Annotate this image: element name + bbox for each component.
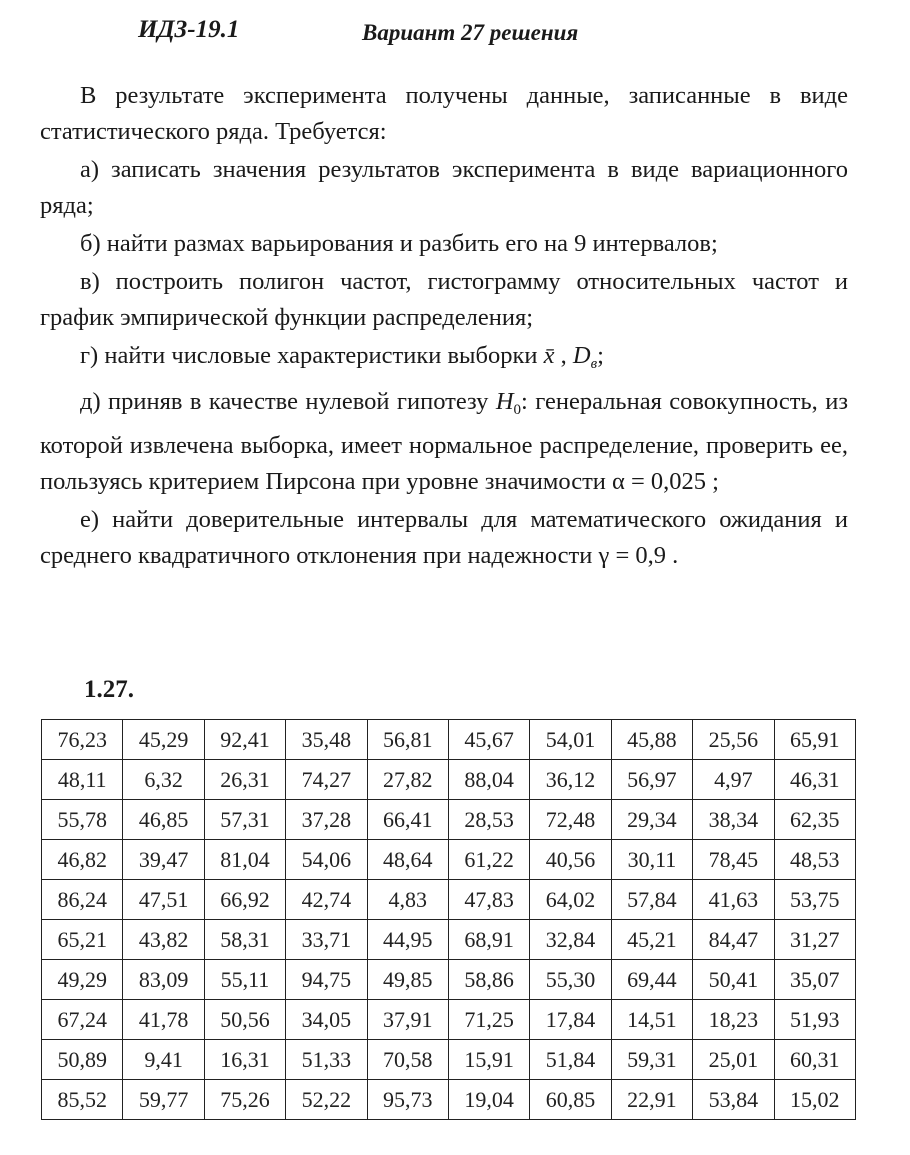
variance-symbol: D bbox=[572, 342, 591, 369]
table-cell: 53,84 bbox=[693, 1080, 774, 1120]
table-cell: 17,84 bbox=[530, 1000, 611, 1040]
table-cell: 56,97 bbox=[611, 760, 692, 800]
table-cell: 22,91 bbox=[611, 1080, 692, 1120]
table-cell: 75,26 bbox=[204, 1080, 285, 1120]
table-cell: 34,05 bbox=[286, 1000, 367, 1040]
table-cell: 68,91 bbox=[448, 920, 529, 960]
table-cell: 26,31 bbox=[204, 760, 285, 800]
table-cell: 44,95 bbox=[367, 920, 448, 960]
page-header bbox=[0, 16, 910, 52]
table-cell: 33,71 bbox=[286, 920, 367, 960]
table-cell: 57,84 bbox=[611, 880, 692, 920]
table-cell: 55,78 bbox=[42, 800, 123, 840]
problem-number: 1.27. bbox=[84, 676, 134, 703]
task-text bbox=[40, 78, 848, 574]
table-cell: 74,27 bbox=[286, 760, 367, 800]
table-cell: 51,33 bbox=[286, 1040, 367, 1080]
task-d-rest: : генеральная совокупность, из которой извлечена выборка, имеет нормальное распределение, проверить ее, пользуясь критерием Пирсона при уровне значимости α = 0,025 ; bbox=[40, 388, 848, 495]
table-cell: 37,28 bbox=[286, 800, 367, 840]
table-row bbox=[42, 800, 856, 840]
table-cell: 4,83 bbox=[367, 880, 448, 920]
table-row bbox=[42, 720, 856, 760]
table-cell: 55,11 bbox=[204, 960, 285, 1000]
table-cell: 9,41 bbox=[123, 1040, 204, 1080]
variance-subscript: в bbox=[590, 356, 598, 372]
task-d-text: д) приняв в качестве нулевой гипотезу bbox=[80, 388, 496, 415]
table-cell: 38,34 bbox=[693, 800, 774, 840]
hypothesis-subscript: 0 bbox=[513, 402, 522, 418]
table-cell: 45,21 bbox=[611, 920, 692, 960]
table-cell: 15,02 bbox=[774, 1080, 855, 1120]
table-cell: 67,24 bbox=[42, 1000, 123, 1040]
task-b: б) найти размах варьирования и разбить его на 9 интервалов; bbox=[80, 230, 718, 257]
table-row bbox=[42, 760, 856, 800]
table-row bbox=[42, 1000, 856, 1040]
table-cell: 84,47 bbox=[693, 920, 774, 960]
table-cell: 45,29 bbox=[123, 720, 204, 760]
table-cell: 61,22 bbox=[448, 840, 529, 880]
table-cell: 65,91 bbox=[774, 720, 855, 760]
table-cell: 60,85 bbox=[530, 1080, 611, 1120]
task-e: е) найти доверительные интервалы для математического ожидания и среднего квадратичного отклонения при надежности γ = 0,9 . bbox=[40, 506, 848, 569]
table-cell: 72,48 bbox=[530, 800, 611, 840]
table-cell: 50,41 bbox=[693, 960, 774, 1000]
table-cell: 59,31 bbox=[611, 1040, 692, 1080]
table-cell: 64,02 bbox=[530, 880, 611, 920]
table-cell: 54,01 bbox=[530, 720, 611, 760]
table-cell: 66,41 bbox=[367, 800, 448, 840]
table-cell: 46,31 bbox=[774, 760, 855, 800]
table-cell: 76,23 bbox=[42, 720, 123, 760]
table-cell: 42,74 bbox=[286, 880, 367, 920]
table-cell: 40,56 bbox=[530, 840, 611, 880]
table-cell: 57,31 bbox=[204, 800, 285, 840]
table-cell: 49,29 bbox=[42, 960, 123, 1000]
table-cell: 86,24 bbox=[42, 880, 123, 920]
table-cell: 32,84 bbox=[530, 920, 611, 960]
table-row bbox=[42, 1080, 856, 1120]
table-cell: 48,64 bbox=[367, 840, 448, 880]
table-row bbox=[42, 1040, 856, 1080]
table-cell: 60,31 bbox=[774, 1040, 855, 1080]
doc-code: ИДЗ-19.1 bbox=[138, 16, 240, 43]
table-cell: 47,51 bbox=[123, 880, 204, 920]
table-cell: 81,04 bbox=[204, 840, 285, 880]
table-cell: 55,30 bbox=[530, 960, 611, 1000]
table-row bbox=[42, 920, 856, 960]
table-cell: 25,56 bbox=[693, 720, 774, 760]
table-cell: 4,97 bbox=[693, 760, 774, 800]
table-cell: 29,34 bbox=[611, 800, 692, 840]
table-cell: 88,04 bbox=[448, 760, 529, 800]
table-cell: 41,63 bbox=[693, 880, 774, 920]
task-g bbox=[40, 338, 848, 382]
table-cell: 66,92 bbox=[204, 880, 285, 920]
table-cell: 94,75 bbox=[286, 960, 367, 1000]
table-cell: 43,82 bbox=[123, 920, 204, 960]
table-cell: 6,32 bbox=[123, 760, 204, 800]
table-cell: 85,52 bbox=[42, 1080, 123, 1120]
table-cell: 25,01 bbox=[693, 1040, 774, 1080]
task-g-end: ; bbox=[597, 342, 604, 369]
table-cell: 83,09 bbox=[123, 960, 204, 1000]
table-cell: 45,67 bbox=[448, 720, 529, 760]
table-cell: 70,58 bbox=[367, 1040, 448, 1080]
table-cell: 27,82 bbox=[367, 760, 448, 800]
table-cell: 19,04 bbox=[448, 1080, 529, 1120]
table-cell: 62,35 bbox=[774, 800, 855, 840]
table-cell: 45,88 bbox=[611, 720, 692, 760]
table-cell: 47,83 bbox=[448, 880, 529, 920]
table-cell: 35,48 bbox=[286, 720, 367, 760]
intro-paragraph: В результате эксперимента получены данные, записанные в виде статистического ряда. Требуется: bbox=[40, 82, 848, 145]
table-cell: 59,77 bbox=[123, 1080, 204, 1120]
table-cell: 18,23 bbox=[693, 1000, 774, 1040]
table-cell: 50,89 bbox=[42, 1040, 123, 1080]
table-cell: 14,51 bbox=[611, 1000, 692, 1040]
table-cell: 41,78 bbox=[123, 1000, 204, 1040]
table-cell: 49,85 bbox=[367, 960, 448, 1000]
table-cell: 36,12 bbox=[530, 760, 611, 800]
table-row bbox=[42, 880, 856, 920]
table-cell: 78,45 bbox=[693, 840, 774, 880]
table-cell: 30,11 bbox=[611, 840, 692, 880]
table-cell: 71,25 bbox=[448, 1000, 529, 1040]
variant-title: Вариант 27 решения bbox=[362, 20, 579, 45]
table-cell: 51,84 bbox=[530, 1040, 611, 1080]
table-cell: 51,93 bbox=[774, 1000, 855, 1040]
table-cell: 52,22 bbox=[286, 1080, 367, 1120]
table-cell: 56,81 bbox=[367, 720, 448, 760]
table-cell: 65,21 bbox=[42, 920, 123, 960]
table-cell: 37,91 bbox=[367, 1000, 448, 1040]
table-cell: 39,47 bbox=[123, 840, 204, 880]
table-cell: 58,86 bbox=[448, 960, 529, 1000]
task-a: а) записать значения результатов эксперимента в виде вариационного ряда; bbox=[40, 156, 848, 219]
data-table bbox=[41, 719, 856, 1120]
hypothesis-symbol: H bbox=[495, 388, 514, 415]
table-cell: 48,11 bbox=[42, 760, 123, 800]
task-d bbox=[40, 384, 848, 500]
table-cell: 48,53 bbox=[774, 840, 855, 880]
table-cell: 31,27 bbox=[774, 920, 855, 960]
sample-mean-symbol: x̄ bbox=[543, 342, 555, 369]
table-cell: 50,56 bbox=[204, 1000, 285, 1040]
table-cell: 15,91 bbox=[448, 1040, 529, 1080]
table-cell: 46,85 bbox=[123, 800, 204, 840]
table-cell: 53,75 bbox=[774, 880, 855, 920]
table-cell: 54,06 bbox=[286, 840, 367, 880]
table-cell: 92,41 bbox=[204, 720, 285, 760]
table-cell: 46,82 bbox=[42, 840, 123, 880]
table-cell: 58,31 bbox=[204, 920, 285, 960]
table-row bbox=[42, 840, 856, 880]
task-g-text: г) найти числовые характеристики выборки bbox=[80, 342, 544, 369]
table-cell: 95,73 bbox=[367, 1080, 448, 1120]
table-cell: 16,31 bbox=[204, 1040, 285, 1080]
table-cell: 69,44 bbox=[611, 960, 692, 1000]
table-row bbox=[42, 960, 856, 1000]
task-v: в) построить полигон частот, гистограмму относительных частот и график эмпирической функции распределения; bbox=[40, 268, 848, 331]
separator: , bbox=[554, 342, 573, 369]
table-cell: 28,53 bbox=[448, 800, 529, 840]
table-cell: 35,07 bbox=[774, 960, 855, 1000]
